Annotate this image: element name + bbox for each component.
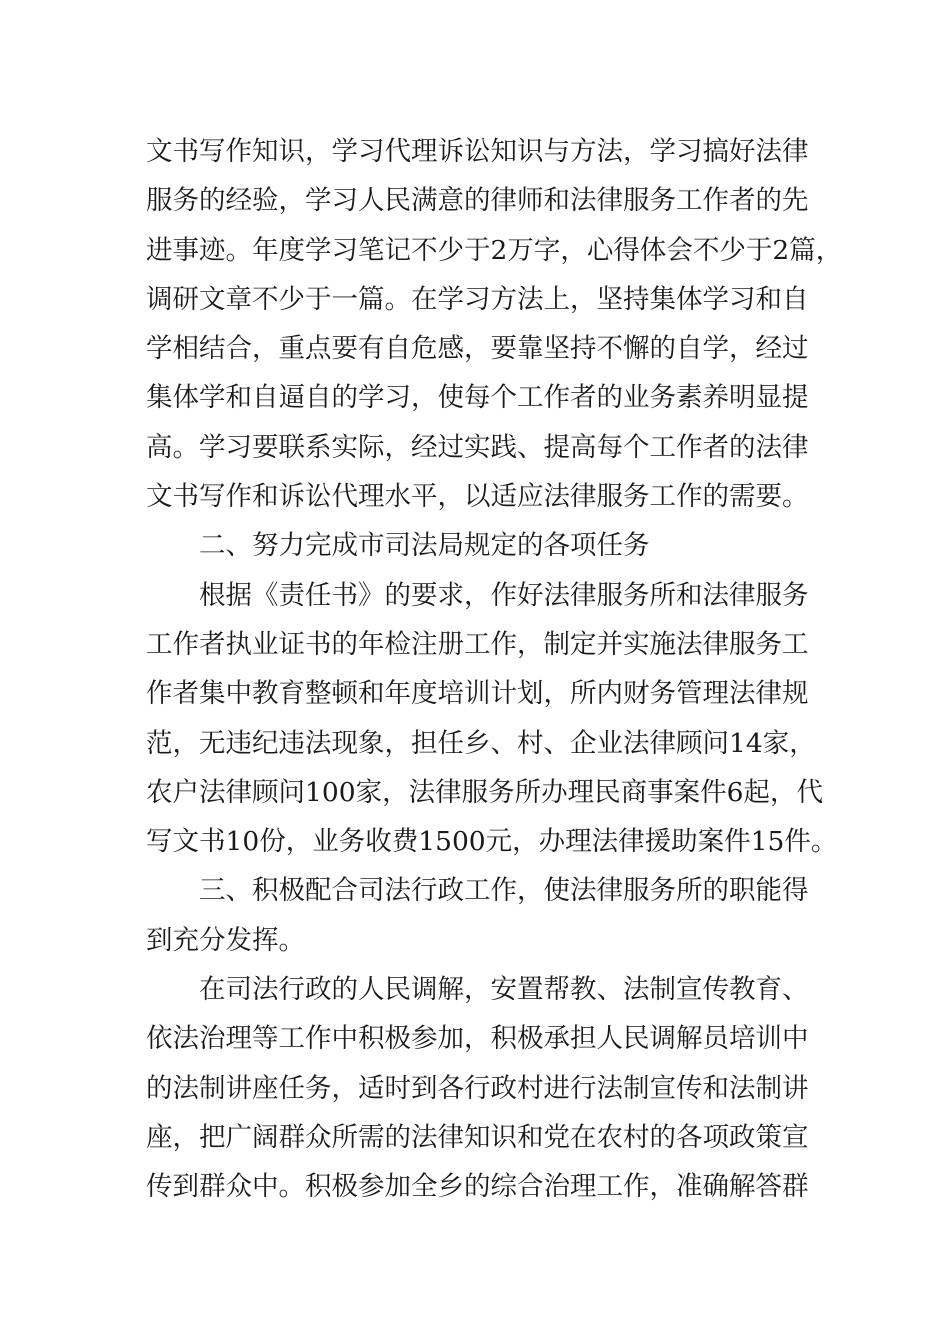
- text-line: 学相结合，重点要有自危感，要靠坚持不懈的自学，经过: [146, 333, 809, 365]
- text-line: 写文书10份，业务收费1500元，办理法律援助案件15件。: [146, 826, 838, 858]
- text-line: 工作者执业证书的年检注册工作，制定并实施法律服务工: [146, 628, 809, 660]
- section-heading-2: 二、努力完成市司法局规定的各项任务: [199, 530, 650, 562]
- text-line: 进事迹。年度学习笔记不少于2万字，心得体会不少于2篇，: [146, 234, 843, 266]
- text-line: 依法治理等工作中积极参加，积极承担人民调解员培训中: [146, 1023, 809, 1055]
- text-line: 集体学和自逼自的学习，使每个工作者的业务素养明显提: [146, 382, 809, 414]
- text-line: 到充分发挥。: [146, 924, 305, 956]
- text-line: 农户法律顾问100家，法律服务所办理民商事案件6起，代: [146, 776, 823, 808]
- document-body: [146, 127, 843, 1212]
- text-line: 的法制讲座任务，适时到各行政村进行法制宣传和法制讲: [146, 1072, 809, 1104]
- text-line: 文书写作和诉讼代理水平，以适应法律服务工作的需要。: [146, 481, 809, 513]
- text-line: 作者集中教育整顿和年度培训计划，所内财务管理法律规: [146, 678, 809, 710]
- text-line: 高。学习要联系实际，经过实践、提高每个工作者的法律: [146, 431, 809, 463]
- text-line: 调研文章不少于一篇。在学习方法上，坚持集体学习和自: [146, 283, 809, 315]
- text-line: 服务的经验，学习人民满意的律师和法律服务工作者的先: [146, 185, 809, 217]
- text-line: 在司法行政的人民调解，安置帮教、法制宣传教育、: [199, 974, 809, 1006]
- text-line: 根据《责任书》的要求，作好法律服务所和法律服务: [199, 579, 809, 611]
- text-line: 范，无违纪违法现象，担任乡、村、企业法律顾问14家，: [146, 727, 816, 759]
- text-line: 传到群众中。积极参加全乡的综合治理工作，准确解答群: [146, 1171, 809, 1203]
- text-line: 座，把广阔群众所需的法律知识和党在农村的各项政策宣: [146, 1121, 809, 1153]
- section-heading-3: 三、积极配合司法行政工作，使法律服务所的职能得: [199, 875, 809, 907]
- text-line: 文书写作知识，学习代理诉讼知识与方法，学习搞好法律: [146, 136, 809, 167]
